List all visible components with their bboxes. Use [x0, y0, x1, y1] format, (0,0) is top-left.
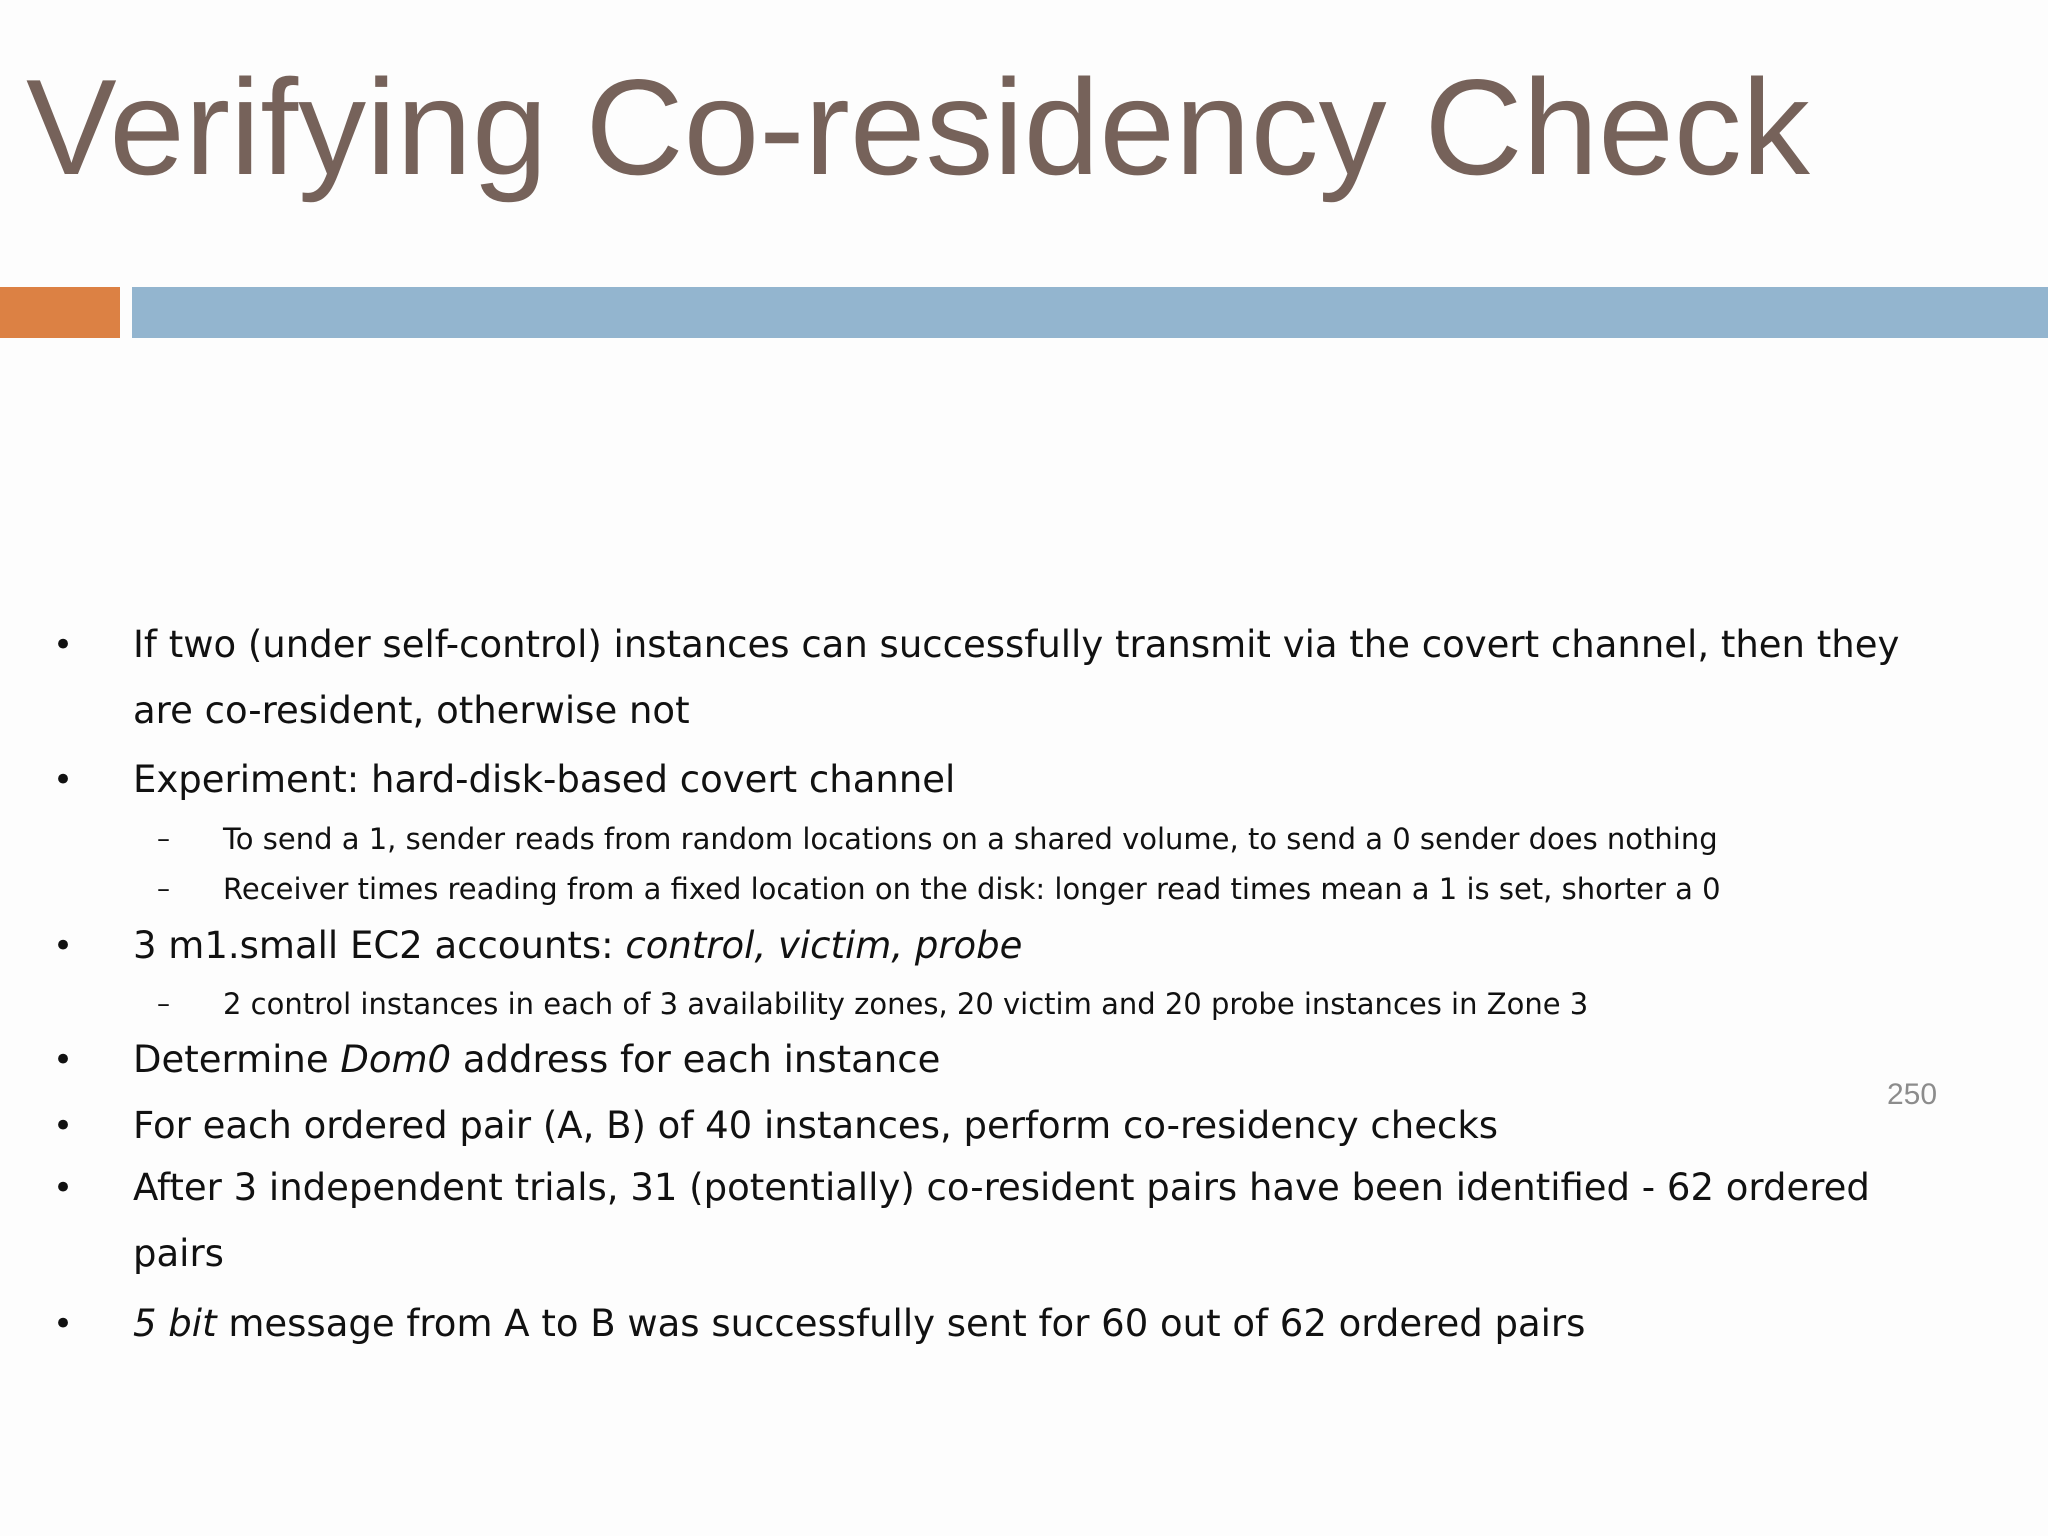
page-number: 250	[1887, 1078, 1938, 1111]
bullet-continuation	[133, 1221, 224, 1287]
dash-glyph: –	[157, 874, 170, 904]
sub-bullet-text: To send a 1, sender reads from random locations on a shared volume, to send a 0 sender does nothing	[223, 822, 1718, 856]
dash-glyph: –	[157, 989, 170, 1019]
slide-title: Verifying Co-residency Check	[26, 51, 1810, 203]
bullet-glyph: •	[53, 1304, 74, 1344]
bullet-text: message from A to B was successfully sent for 60 out of 62 ordered pairs	[216, 1302, 1586, 1345]
bullet-text: For each ordered pair (A, B) of 40 instances, perform co-residency checks	[133, 1104, 1499, 1147]
sub-bullet-text: Receiver times reading from a fixed location on the disk: longer read times mean a 1 is set, shorter a 0	[223, 872, 1721, 906]
sub-bullet-item	[157, 864, 1721, 914]
bullet-text: address for each instance	[451, 1038, 941, 1081]
bullet-item	[53, 913, 1023, 979]
bullet-text-line: If two (under self-control) instances can successfully transmit via the covert channel, then they	[133, 623, 1900, 666]
bullet-text-italic: control, victim, probe	[625, 924, 1023, 967]
bullet-text: 3 m1.small EC2 accounts:	[133, 924, 626, 967]
bullet-item	[53, 1093, 1499, 1159]
bullet-text: Experiment: hard-disk-based covert channel	[133, 758, 956, 801]
bullet-glyph: •	[53, 1040, 74, 1080]
bullet-text-line: are co-resident, otherwise not	[133, 689, 690, 732]
sub-bullet-item	[157, 814, 1718, 864]
bullet-glyph: •	[53, 625, 74, 665]
bullet-glyph: •	[53, 760, 74, 800]
sub-bullet-item	[157, 979, 1589, 1029]
bullet-text-line: After 3 independent trials, 31 (potentially) co-resident pairs have been identified - 62 ordered	[133, 1166, 1870, 1209]
bullet-item	[53, 747, 956, 813]
bullet-continuation	[133, 678, 690, 744]
bullet-item	[53, 1291, 1586, 1357]
bullet-glyph: •	[53, 1106, 74, 1146]
bullet-text-italic: 5 bit	[133, 1302, 217, 1345]
bullet-text: Determine	[133, 1038, 341, 1081]
bullet-glyph: •	[53, 1168, 74, 1208]
bullet-item	[53, 1027, 941, 1093]
bullet-item	[53, 612, 1900, 678]
bullet-item	[53, 1155, 1870, 1221]
sub-bullet-text: 2 control instances in each of 3 availability zones, 20 victim and 20 probe instances in Zone 3	[223, 987, 1589, 1021]
dash-glyph: –	[157, 824, 170, 854]
bullet-text-line: pairs	[133, 1232, 224, 1275]
bullet-text-italic: Dom0	[340, 1038, 452, 1081]
bullet-glyph: •	[53, 926, 74, 966]
